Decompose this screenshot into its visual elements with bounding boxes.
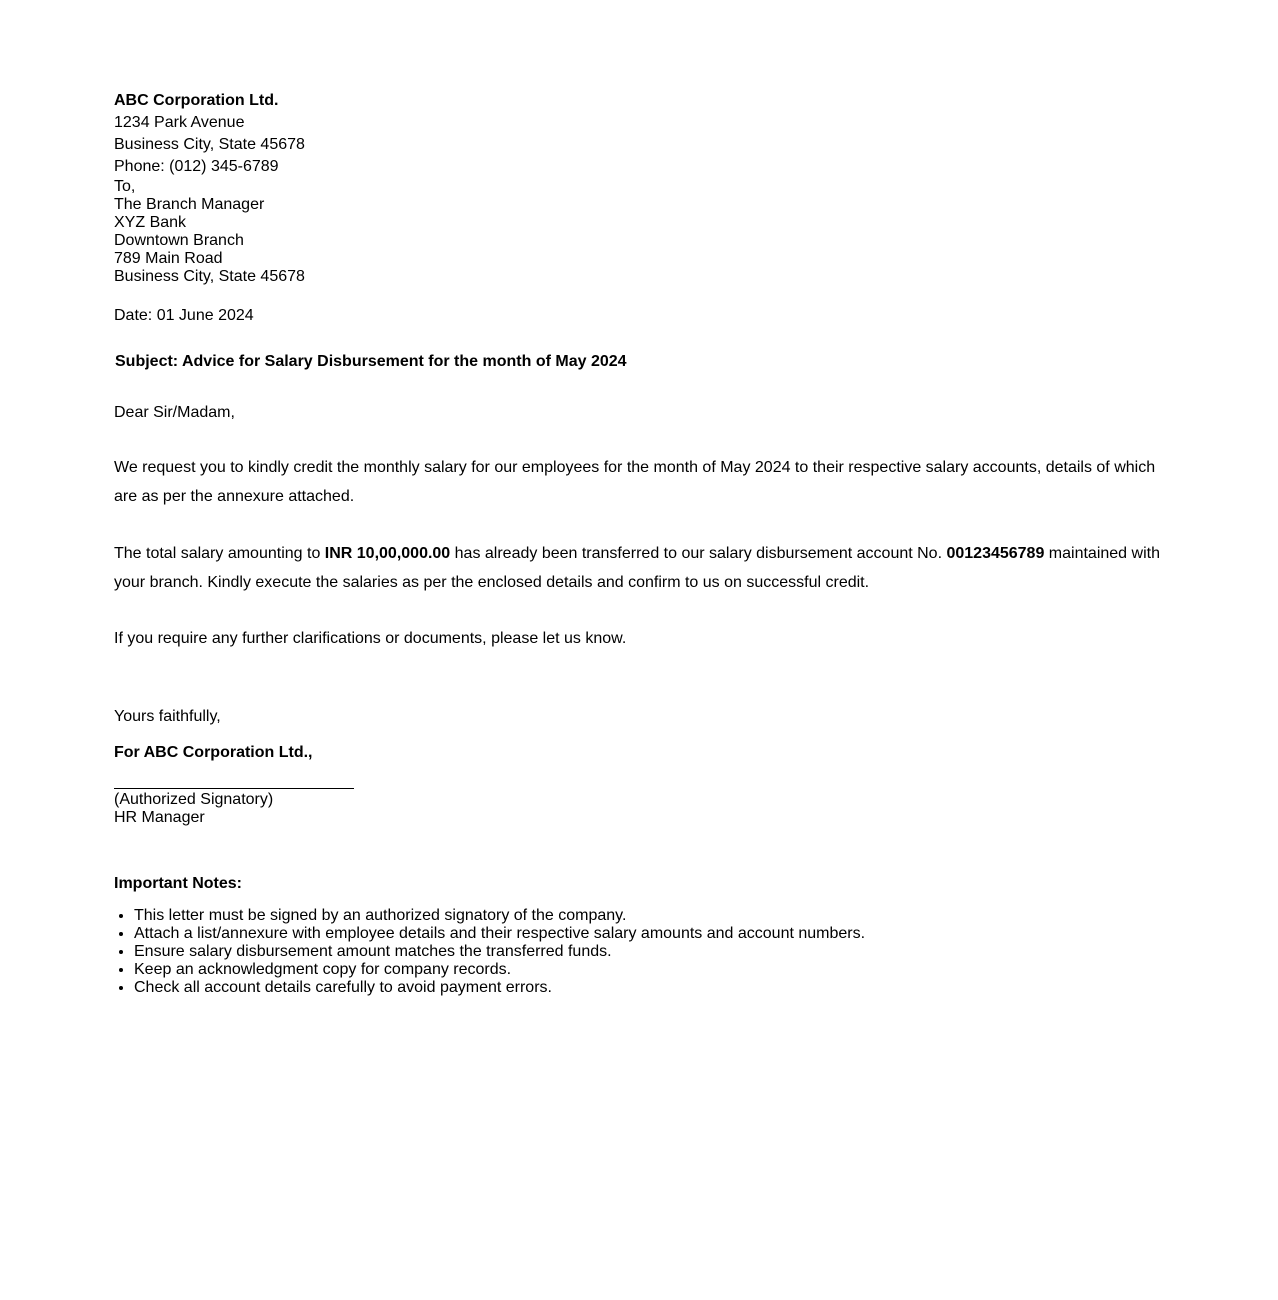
- note-item: • Attach a list/annexure with employee details and their respective salary amounts and account numbers.: [134, 925, 1174, 943]
- recipient-branch: Downtown Branch: [114, 232, 244, 249]
- sender-phone: Phone: (012) 345-6789: [114, 158, 279, 175]
- signatory-designation: HR Manager: [114, 808, 205, 826]
- note-item: • This letter must be signed by an authorized signatory of the company.: [134, 907, 1174, 925]
- recipient-address-line2: Business City, State 45678: [114, 268, 305, 285]
- paragraph2-text-1: The total salary amounting to: [114, 545, 325, 562]
- letter-subject: Subject: Advice for Salary Disbursement for the month of May 2024: [115, 353, 627, 370]
- sender-address-line2: Business City, State 45678: [114, 136, 305, 153]
- note-item: • Keep an acknowledgment copy for company records.: [134, 961, 1174, 979]
- paragraph2-text-2: has already been transferred to our salary disbursement account No.: [450, 545, 947, 562]
- sender-company: ABC Corporation Ltd.: [114, 92, 279, 109]
- body-paragraph-3: If you require any further clarifications or documents, please let us know.: [114, 630, 627, 647]
- recipient-address-line1: 789 Main Road: [114, 250, 223, 267]
- for-company: For ABC Corporation Ltd.,: [114, 743, 313, 761]
- body-paragraph-2: [114, 540, 1174, 597]
- recipient-to: To,: [114, 178, 136, 195]
- note-item: • Check all account details carefully to avoid payment errors.: [134, 979, 1174, 997]
- note-item: • Ensure salary disbursement amount matches the transferred funds.: [134, 943, 1174, 961]
- signatory-label: (Authorized Signatory): [114, 790, 274, 808]
- notes-list: [114, 907, 1174, 997]
- recipient-block: [114, 178, 1174, 286]
- signatory-block: [114, 791, 1174, 827]
- sender-address-line1: 1234 Park Avenue: [114, 114, 245, 131]
- notes-title: Important Notes:: [114, 874, 242, 892]
- paragraph2-text-3: maintained with your branch. Kindly execute the salaries as per the enclosed details and confirm to us on successful credit.: [114, 545, 1160, 591]
- closing: Yours faithfully,: [114, 707, 221, 725]
- letter-date: Date: 01 June 2024: [114, 307, 254, 324]
- account-number: 00123456789: [946, 545, 1045, 562]
- recipient-title: The Branch Manager: [114, 196, 265, 213]
- recipient-bank: XYZ Bank: [114, 214, 187, 231]
- body-paragraph-1: We request you to kindly credit the monthly salary for our employees for the month of May 2024 to their respective salary accounts, details of which are as per the annexure attached.: [114, 459, 1156, 505]
- salary-amount: INR 10,00,000.00: [324, 545, 451, 562]
- letter-page: [114, 90, 1174, 997]
- signature-line: [114, 788, 354, 789]
- sender-block: [114, 90, 1174, 178]
- salutation: Dear Sir/Madam,: [114, 404, 235, 421]
